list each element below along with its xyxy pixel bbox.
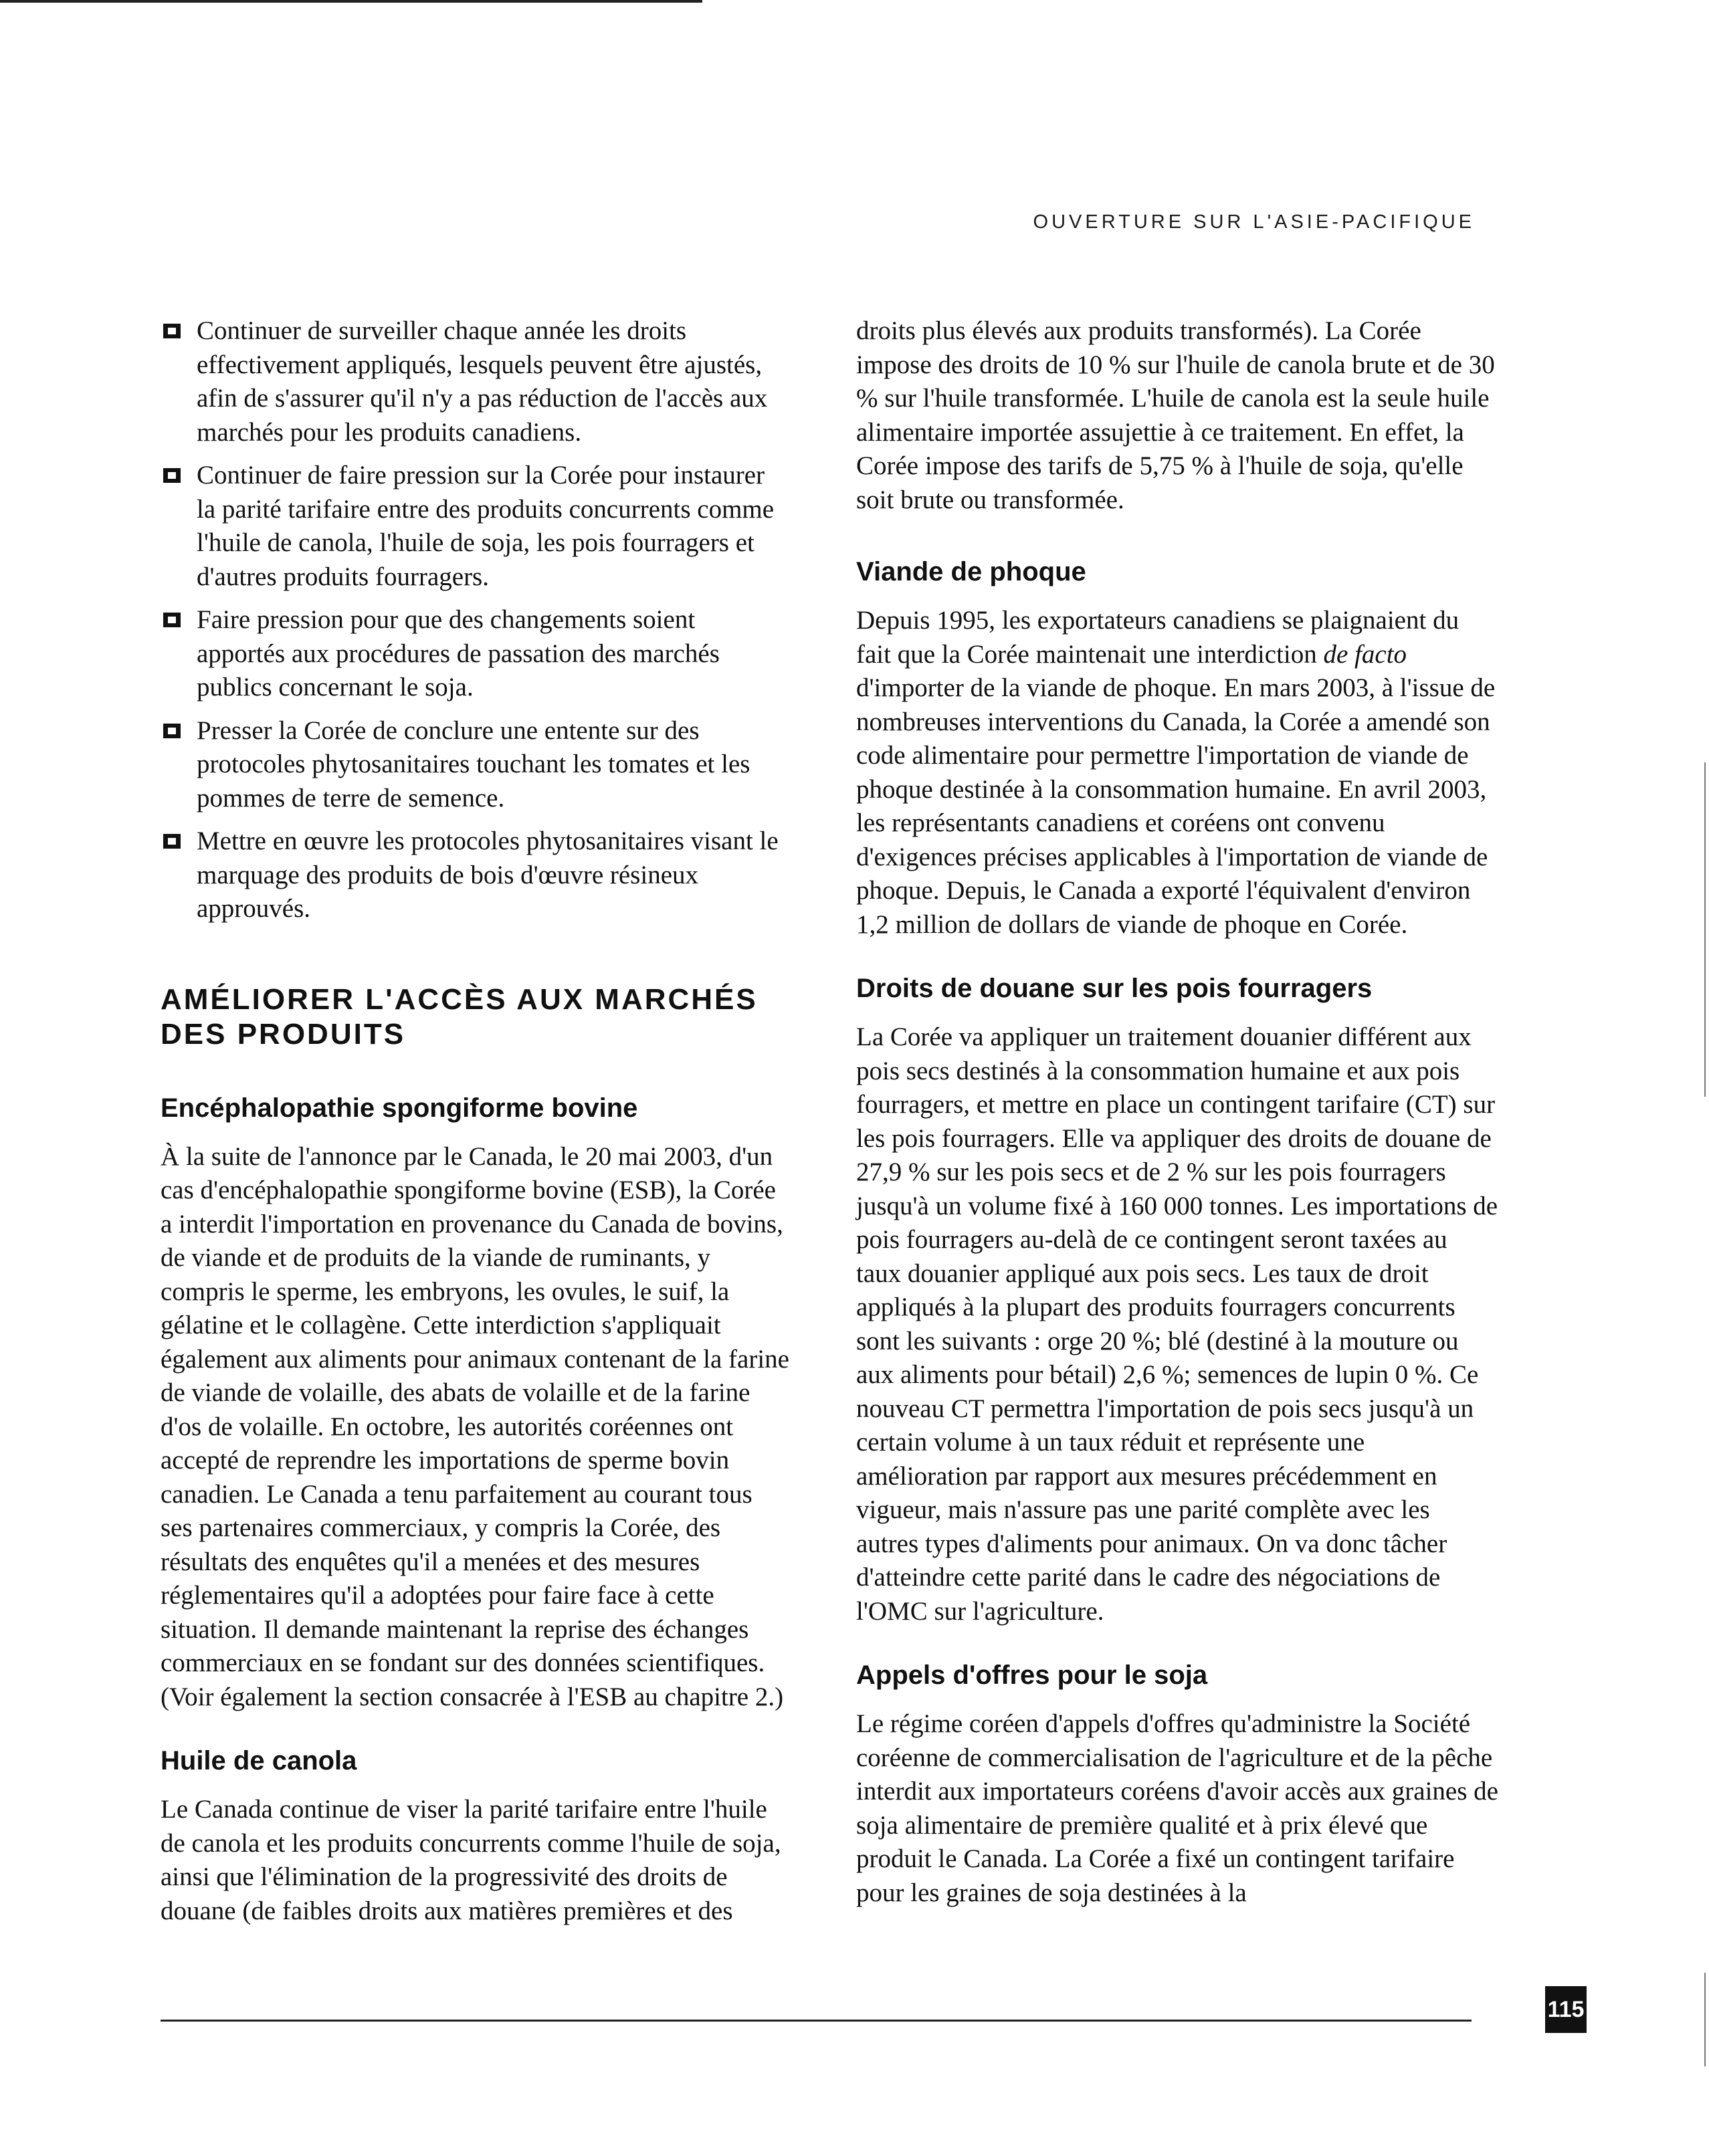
square-bullet-icon <box>163 324 181 338</box>
list-item: Continuer de faire pression sur la Corée pour instaurer la parité tarifaire entre des produits concurrents comme l'huile de canola, l'huile de soja, les pois fourragers et d'autres produits fourragers. <box>161 459 789 594</box>
soja-paragraph: Le régime coréen d'appels d'offres qu'administre la Société coréenne de commercialisation de l'agriculture et de la pêche interdit aux importateurs coréens d'avoir accès aux graines de soja alimentaire de première qualité et à prix élevé que produit le Canada. La Corée a fixé un contingent tarifaire pour les graines de soja destinées à la <box>856 1709 1498 1907</box>
italic-term: de facto <box>1323 639 1407 669</box>
list-item: Continuer de surveiller chaque année les droits effectivement appliqués, lesquels peuvent être ajustés, afin de s'assurer qu'il n'y a pas réduction de l'accès aux marchés pour les produits canadiens. <box>161 314 789 449</box>
top-rule <box>0 0 702 3</box>
left-column <box>161 314 789 1928</box>
square-bullet-icon <box>163 724 181 738</box>
list-item: Mettre en œuvre les protocoles phytosanitaires visant le marquage des produits de bois d'œuvre résineux approuvés. <box>161 825 789 926</box>
canola-heading: Huile de canola <box>161 1746 357 1775</box>
section-title: AMÉLIORER L'ACCÈS AUX MARCHÉS DES PRODUITS <box>161 982 758 1051</box>
pois-paragraph: La Corée va appliquer un traitement douanier différent aux pois secs destinés à la consommation humaine et aux pois fourragers, et mettre en place un contingent tarifaire (CT) sur les pois fourragers. Elle va appliquer des droits de douane de 27,9 % sur les pois secs et de 2 % sur les pois fourragers jusqu'à un volume fixé à 160 000 tonnes. Les importations de pois fourragers au-delà de ce contingent seront taxées au taux douanier appliqué aux pois secs. Les taux de droit appliqués à la plupart des produits fourragers concurrents sont les suivants : orge 20 %; blé (destiné à la mouture ou aux aliments pour bétail) 2,6 %; semences de lupin 0 %. Ce nouveau CT permettra l'importation de pois secs jusqu'à un certain volume à un taux réduit et représente une amélioration par rapport aux mesures précédemment en vigueur, mais n'assure pas une parité complète avec les autres types d'aliments pour animaux. On va donc tâcher d'atteindre cette parité dans le cadre des négociations de l'OMC sur l'agriculture. <box>856 1022 1498 1626</box>
scan-edge-mark <box>1704 1973 1706 2066</box>
soja-heading: Appels d'offres pour le soja <box>856 1660 1208 1690</box>
esb-heading: Encéphalopathie spongiforme bovine <box>161 1093 638 1123</box>
running-head: OUVERTURE SUR L'ASIE-PACIFIQUE <box>1033 211 1475 233</box>
list-item: Faire pression pour que des changements soient apportés aux procédures de passation des marchés publics concernant le soja. <box>161 603 789 705</box>
recommendation-list <box>161 314 789 926</box>
esb-paragraph: À la suite de l'annonce par le Canada, le 20 mai 2003, d'un cas d'encéphalopathie spongiforme bovine (ESB), la Corée a interdit l'importation en provenance du Canada de bovins, de viande et de produits de la viande de ruminants, y compris le sperme, les embryons, les ovules, le suif, la gélatine et le collagène. Cette interdiction s'appliquait également aux aliments pour animaux contenant de la farine de viande de volaille, des abats de volaille et de la farine d'os de volaille. En octobre, les autorités coréennes ont accepté de reprendre les importations de sperme bovin canadien. Le Canada a tenu parfaitement au courant tous ses partenaires commerciaux, y compris la Corée, des résultats des enquêtes qu'il a menées et des mesures réglementaires qu'il a adoptées pour faire face à cette situation. Il demande maintenant la reprise des échanges commerciaux en se fondant sur des données scientifiques. (Voir également la section consacrée à l'ESB au chapitre 2.) <box>161 1142 789 1711</box>
canola-paragraph: Le Canada continue de viser la parité tarifaire entre l'huile de canola et les produits concurrents comme l'huile de soja, ainsi que l'élimination de la progressivité des droits de douane (de faibles droits aux matières premières et des <box>161 1795 781 1925</box>
square-bullet-icon <box>163 468 181 483</box>
square-bullet-icon <box>163 834 181 849</box>
footer-rule <box>161 2020 1472 2022</box>
right-column <box>856 314 1498 1910</box>
page-number: 115 <box>1545 1986 1587 2033</box>
phoque-heading: Viande de phoque <box>856 557 1086 586</box>
phoque-paragraph: Depuis 1995, les exportateurs canadiens se plaignaient du fait que la Corée maintenait une interdiction de facto d'importer de la viande de phoque. En mars 2003, à l'issue de nombreuses interventions du Canada, la Corée a amendé son code alimentaire pour permettre l'importation de viande de phoque destinée à la consommation humaine. En avril 2003, les représentants canadiens et coréens ont convenu d'exigences précises applicables à l'importation de viande de phoque. Depuis, le Canada a exporté l'équivalent d'environ 1,2 million de dollars de viande de phoque en Corée. <box>856 606 1496 939</box>
scan-edge-mark <box>1704 762 1706 1097</box>
list-item: Presser la Corée de conclure une entente sur des protocoles phytosanitaires touchant les tomates et les pommes de terre de semence. <box>161 714 789 816</box>
canola-paragraph-continued: droits plus élevés aux produits transformés). La Corée impose des droits de 10 % sur l'huile de canola brute et de 30 % sur l'huile transformée. L'huile de canola est la seule huile alimentaire importée assujettie à ce traitement. En effet, la Corée impose des tarifs de 5,75 % à l'huile de soja, qu'elle soit brute ou transformée. <box>856 316 1495 514</box>
square-bullet-icon <box>163 613 181 627</box>
pois-heading: Droits de douane sur les pois fourragers <box>856 974 1373 1003</box>
